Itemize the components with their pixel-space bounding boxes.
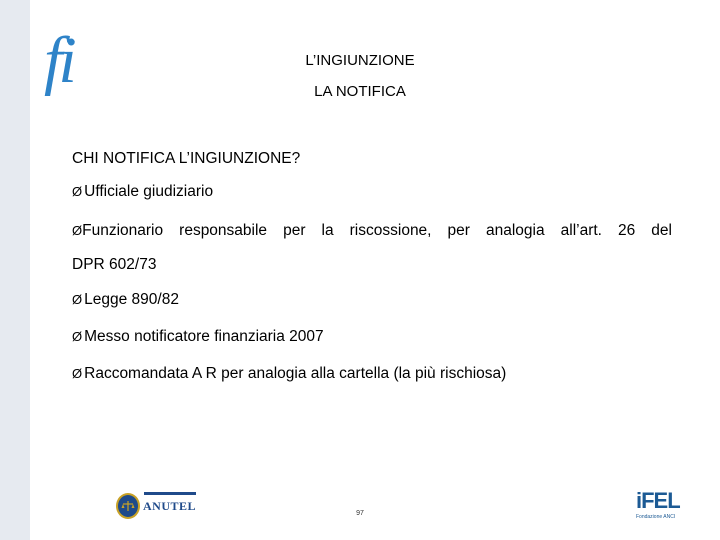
ifel-logo-subtext: Fondazione ANCI — [636, 514, 676, 520]
list-item — [72, 183, 213, 201]
arrow-bullet-icon: Ø — [72, 184, 83, 199]
anutel-seal-icon — [116, 493, 140, 519]
anutel-logo-bar — [144, 492, 196, 495]
list-item — [72, 365, 506, 383]
arrow-bullet-icon: Ø — [72, 366, 83, 381]
anutel-logo — [116, 492, 196, 520]
slide-subtitle: LA NOTIFICA — [314, 83, 406, 100]
anutel-logo-text: ANUTEL — [142, 499, 196, 513]
arrow-bullet-icon: Ø — [72, 292, 83, 307]
question-text: CHI NOTIFICA L’INGIUNZIONE? — [72, 150, 301, 167]
slide-title: L’INGIUNZIONE — [305, 52, 415, 69]
list-item-text: Funzionario responsabile per la riscossione, per analogia all’art. 26 del — [82, 222, 672, 239]
list-item — [72, 328, 324, 346]
list-item-text: Ufficiale giudiziario — [84, 183, 214, 200]
left-decorative-band — [0, 0, 30, 540]
list-item — [72, 291, 179, 309]
arrow-bullet-icon: Ø — [72, 329, 83, 344]
page-number: 97 — [356, 510, 364, 517]
list-item-text: Messo notificatore finanziaria 2007 — [84, 328, 324, 345]
arrow-bullet-icon: Ø — [72, 223, 83, 238]
list-item — [72, 222, 672, 240]
fi-logo: fi — [44, 24, 73, 97]
list-item-text: Raccomandata A R per analogia alla cartella (la più rischiosa) — [84, 365, 507, 382]
ifel-logo: iFEL — [636, 488, 680, 513]
list-item-continuation: DPR 602/73 — [72, 256, 157, 273]
list-item-text: Legge 890/82 — [84, 291, 179, 308]
